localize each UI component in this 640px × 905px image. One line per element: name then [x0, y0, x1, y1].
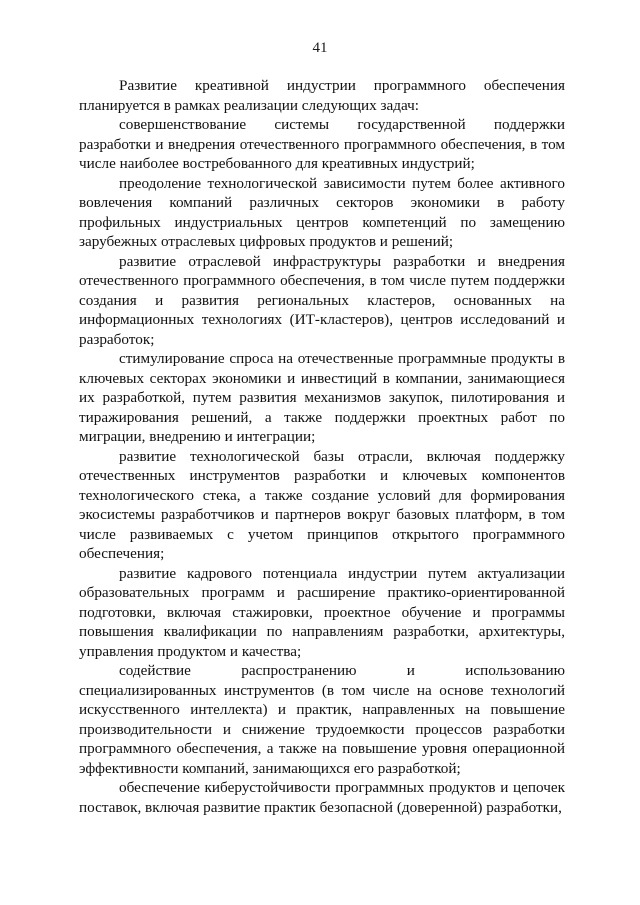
paragraph-task-infrastructure: развитие отраслевой инфраструктуры разработки и внедрения отечественного программного обеспечения, в том числе путем поддержки создания и развития региональных кластеров, основанных на информационных технологиях (ИТ-кластеров), центров исследований и разработок; — [79, 252, 565, 348]
paragraph-intro: Развитие креативной индустрии программного обеспечения планируется в рамках реализации следующих задач: — [79, 77, 565, 114]
page-number: 41 — [312, 40, 328, 56]
document-body — [79, 76, 565, 817]
paragraph-task-technology-base: развитие технологической базы отрасли, включая поддержку отечественных инструментов разработки и ключевых компонентов технологического стека, а также создание условий для формирования экосистемы разработчиков и партнеров вокруг базовых платформ, в том числе развиваемых с учетом принципов открытого программного обеспечения; — [79, 447, 565, 562]
paragraph-task-cyber-resilience: обеспечение киберустойчивости программных продуктов и цепочек поставок, включая развитие практик безопасной (доверенной) разработки, — [79, 779, 565, 816]
paragraph-task-human-resources: развитие кадрового потенциала индустрии путем актуализации образовательных программ и расширение практико-ориентированной подготовки, включая стажировки, проектное обучение и программы повышения квалификации по направлениям разработки, архитектуры, управления продуктом и качества; — [79, 564, 565, 660]
paragraph-task-state-support: совершенствование системы государственной поддержки разработки и внедрения отечественного программного обеспечения, в том числе наиболее востребованного для креативных индустрий; — [79, 116, 565, 172]
paragraph-task-specialized-tools: содействие распространению и использованию специализированных инструментов (в том числе на основе технологий искусственного интеллекта) и практик, направленных на повышение производительности и снижение трудоемкости процессов разработки программного обеспечения, а также на повышение уровня операционной эффективности компаний, занимающихся его разработкой; — [79, 662, 565, 777]
paragraph-task-demand-stimulation: стимулирование спроса на отечественные программные продукты в ключевых секторах экономики и инвестиций в компании, занимающиеся их разработкой, путем развития механизмов закупок, пилотирования и тиражирования решений, а также поддержки проектных работ по миграции, внедрению и интеграции; — [79, 350, 565, 445]
paragraph-task-tech-independence: преодоление технологической зависимости путем более активного вовлечения компаний различных секторов экономики в работу профильных индустриальных центров компетенций по замещению зарубежных отраслевых цифровых продуктов и решений; — [79, 174, 565, 250]
